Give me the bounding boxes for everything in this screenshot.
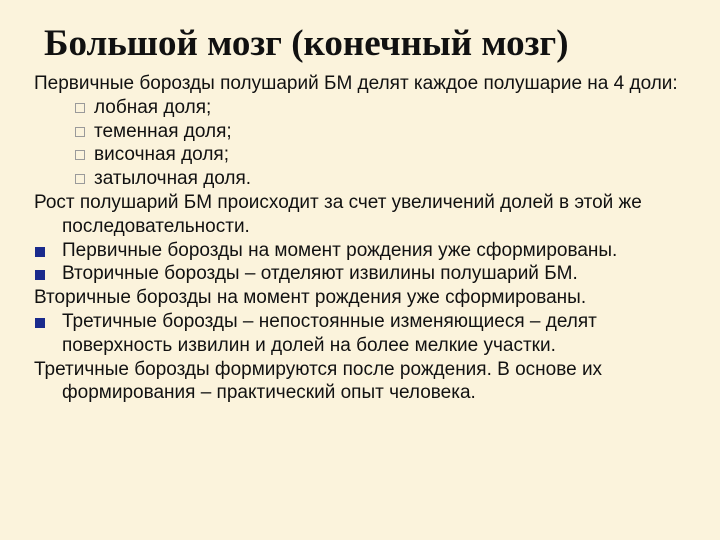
paragraph-primary-sulci xyxy=(34,72,694,96)
bullet-secondary-sulci xyxy=(34,262,694,286)
bullet-text: Третичные борозды – непостоянные изменяющиеся – делят поверхность извилин и долей на более мелкие участки. xyxy=(62,310,597,356)
paragraph-tertiary-after-birth xyxy=(34,358,694,406)
square-bullet-icon xyxy=(35,247,45,257)
sub-item-occipital-lobe xyxy=(34,167,694,191)
checkbox-outline-icon xyxy=(75,150,85,160)
sub-item-label: лобная доля; xyxy=(94,96,212,118)
bullet-tertiary-sulci xyxy=(34,310,694,358)
paragraph-text: Первичные борозды полушарий БМ делят каждое полушарие на 4 доли: xyxy=(34,73,678,94)
checkbox-outline-icon xyxy=(75,174,85,184)
square-bullet-icon xyxy=(35,270,45,280)
sub-item-temporal-lobe xyxy=(34,143,694,167)
paragraph-text: Третичные борозды формируются после рождения. В основе их формирования – практический опыт человека. xyxy=(34,358,603,404)
square-bullet-icon xyxy=(35,318,45,328)
paragraph-text: Рост полушарий БМ происходит за счет увеличений долей в этой же последовательности. xyxy=(34,191,642,237)
sub-item-label: затылочная доля. xyxy=(94,168,252,190)
slide-title: Большой мозг (конечный мозг) xyxy=(44,23,569,64)
sub-item-label: теменная доля; xyxy=(94,120,232,142)
bullet-text: Первичные борозды на момент рождения уже сформированы. xyxy=(62,239,618,261)
sub-item-label: височная доля; xyxy=(94,144,229,166)
bullet-text: Вторичные борозды – отделяют извилины полушарий БМ. xyxy=(62,263,578,285)
paragraph-hemisphere-growth xyxy=(34,191,694,239)
paragraph-text: Вторичные борозды на момент рождения уже сформированы. xyxy=(34,287,587,309)
paragraph-secondary-at-birth xyxy=(34,286,694,310)
checkbox-outline-icon xyxy=(75,103,85,113)
checkbox-outline-icon xyxy=(75,127,85,137)
slide-body xyxy=(34,72,694,405)
sub-item-frontal-lobe xyxy=(34,96,694,120)
sub-item-parietal-lobe xyxy=(34,120,694,144)
bullet-primary-at-birth xyxy=(34,239,694,263)
